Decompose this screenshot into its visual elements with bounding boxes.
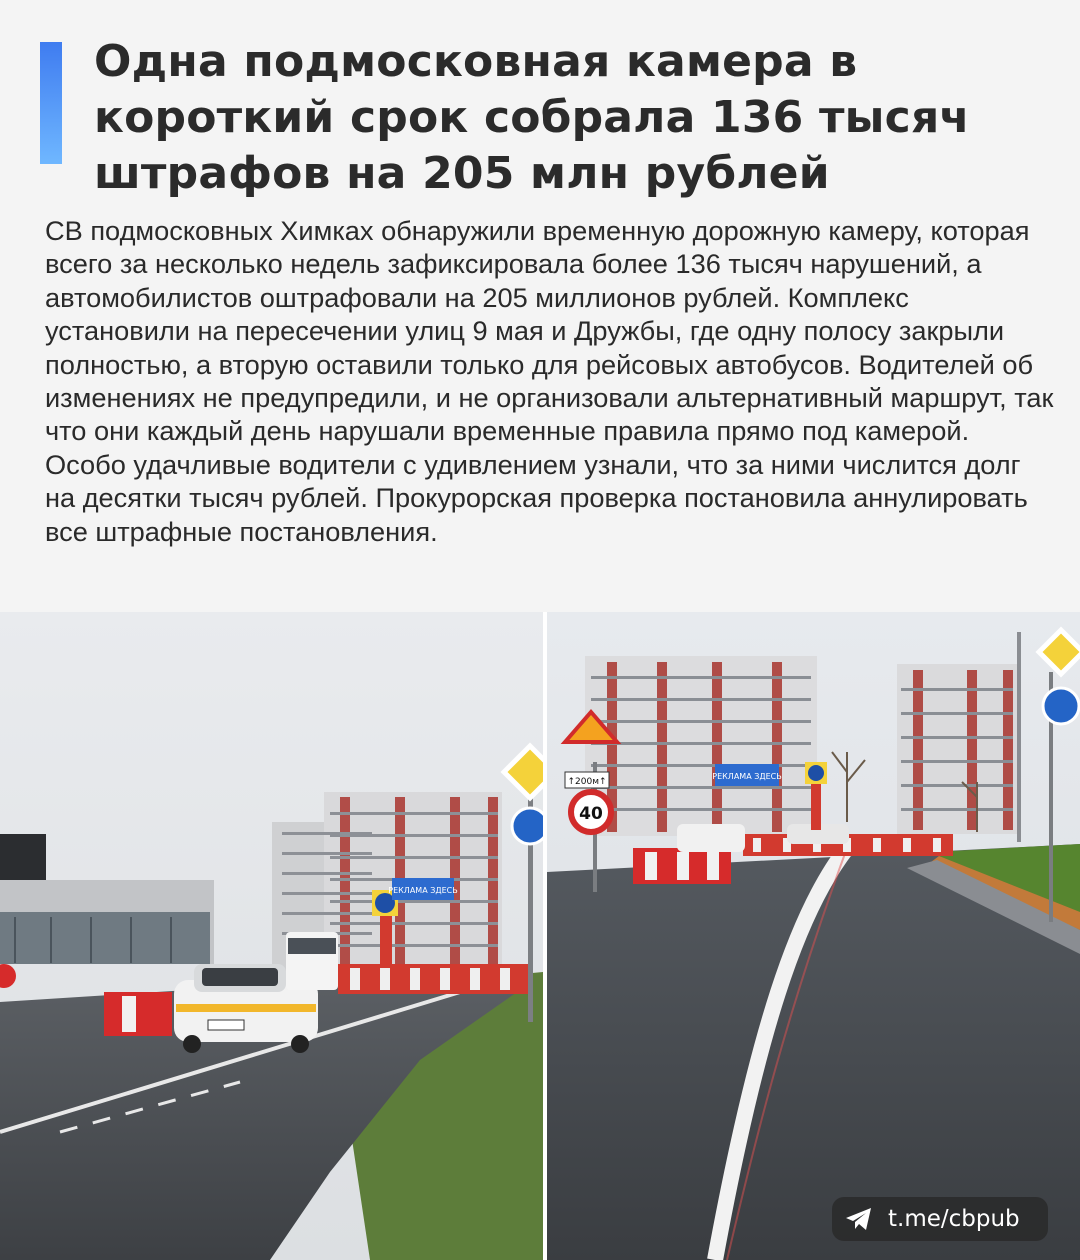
photo-right-road [547, 612, 1080, 1260]
photo-left-intersection [0, 612, 543, 1260]
distance-sign-text: ↑200м↑ [567, 777, 607, 787]
billboard-left-text: РЕКЛАМА ЗДЕСЬ [388, 886, 458, 895]
article-header [0, 0, 1080, 612]
telegram-link[interactable]: t.me/cbpub [888, 1206, 1020, 1232]
photo-collage [0, 612, 1080, 1260]
telegram-badge[interactable] [832, 1197, 1048, 1241]
accent-bar [40, 42, 62, 164]
article-body: СВ подмосковных Химках обнаружили временную дорожную камеру, которая всего за несколько недель зафиксировала более 136 тысяч нарушений, а автомобилистов оштрафовали на 205 миллионов рублей. Комплекс установили на пересечении улиц 9 мая и Дружбы, где одну полосу закрыли полностью, а вторую оставили только для рейсовых автобусов. Водителей об изменениях не предупредили, и не организовали альтернативный маршрут, так что они каждый день нарушали временные правила прямо под камерой. Особо удачливые водители с удивлением узнали, что за ними числится долг на десятки тысяч рублей. Прокурорская проверка постановила аннулировать все штрафные постановления. [45, 215, 1054, 547]
article-title: Одна подмосковная камера в короткий срок собрала 136 тысяч штрафов на 205 млн рублей [94, 36, 970, 199]
telegram-icon [844, 1205, 874, 1233]
billboard-right-text: РЕКЛАМА ЗДЕСЬ [712, 772, 782, 781]
speed-limit-text: 40 [579, 804, 603, 824]
